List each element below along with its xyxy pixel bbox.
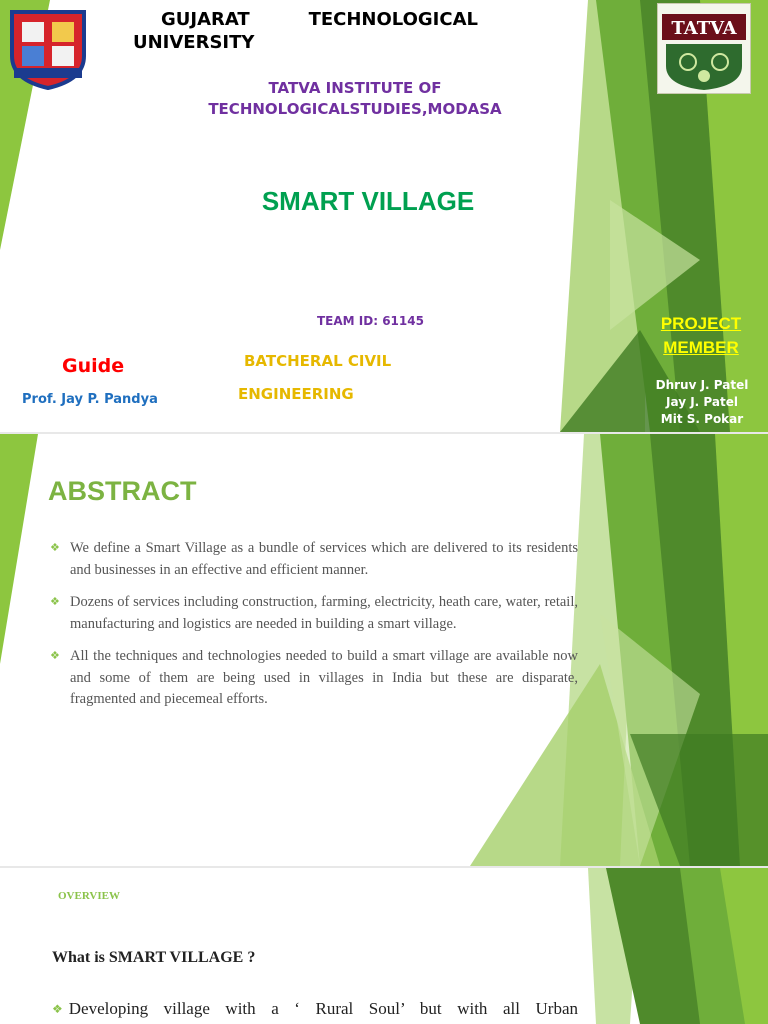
member-list (650, 377, 754, 428)
bullet-icon: ❖ (50, 650, 60, 662)
bullet-icon: ❖ (50, 596, 60, 608)
list-item: ❖ All the techniques and technologies needed to build a smart village are available now and some of them are being used in villages in India but these are disparate, fragmented and piecemeal efforts. (50, 648, 578, 707)
title-slide (0, 0, 768, 432)
team-id: TEAM ID: 61145 (317, 314, 424, 328)
abstract-slide (0, 434, 768, 866)
member-name: Mit S. Pokar (660, 412, 744, 426)
department-line-1: BATCHERAL CIVIL (244, 352, 392, 370)
institute-logo-text: TATVA (671, 18, 737, 39)
institute-name: TATVA INSTITUTE OF TECHNOLOGICALSTUDIES,MODASA (208, 79, 502, 118)
section-label: OVERVIEW (58, 890, 120, 902)
overview-slide (0, 868, 768, 1024)
presentation-title: SMART VILLAGE (261, 186, 475, 216)
university-logo (6, 6, 90, 90)
guide-label: Guide (62, 355, 125, 377)
member-name: Dhruv J. Patel (655, 378, 749, 392)
university-name: GUJARAT TECHNOLOGICAL UNIVERSITY (133, 9, 478, 53)
list-item: ❖ We define a Smart Village as a bundle of services which are delivered to its residents and businesses in an effective and efficient manner. (50, 540, 578, 578)
institute-logo (657, 3, 751, 94)
abstract-heading: ABSTRACT (48, 476, 197, 506)
bullet-icon: ❖ (50, 542, 60, 554)
abstract-bullets (48, 538, 578, 722)
department-line-2: ENGINEERING (238, 385, 354, 403)
guide-name: Prof. Jay P. Pandya (22, 392, 158, 407)
list-item: ❖ Dozens of services including construction, farming, electricity, heath care, water, retail, manufacturing and logistics are needed in building a smart village. (50, 594, 578, 632)
section-question: What is SMART VILLAGE ? (52, 949, 256, 966)
project-member-heading: PROJECT MEMBER (660, 314, 742, 357)
list-item: ❖ Developing village with a ‘ Rural Soul’ but with all Urban (52, 999, 578, 1018)
bullet-icon: ❖ (52, 1002, 63, 1016)
member-name: Jay J. Patel (666, 395, 738, 409)
